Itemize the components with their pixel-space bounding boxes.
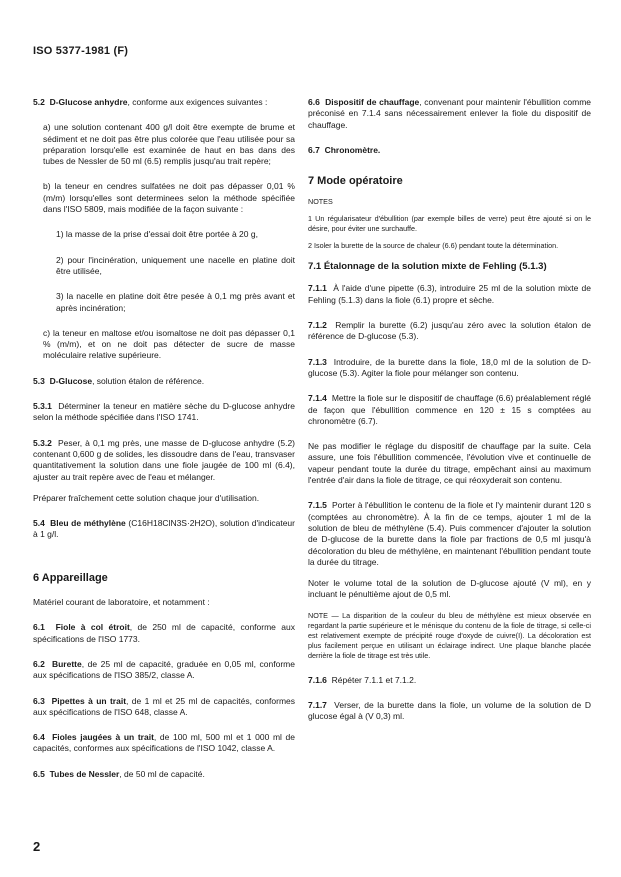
section-7-1-4: 7.1.4 Mettre la fiole sur le dispositif de chauffage (6.6) préalablement réglé de façon que l'ébullition commence en 120 ± 15 s comptées au chronomètre (6.7). [308,393,591,426]
left-column [33,97,295,780]
item-5-2-b-3: 3) la nacelle en platine doit être pesée à 0,1 mg près avant et après incinération; [56,291,295,313]
note-1: 1 Un régularisateur d'ébullition (par exemple billes de verre) peut être ajouté si on le désire, pour éviter une surchauffe. [308,214,591,234]
section-6-6: 6.6 Dispositif de chauffage, convenant pour maintenir l'ébullition comme préconisé en 7.1.4 sans nécessairement enlever la fiole du dispositif de chauffage. [308,97,592,130]
section-5-3-1: 5.3.1 Déterminer la teneur en matière sèche du D-glucose anhydre selon la méthode spécifiée dans l'ISO 1741. [33,401,295,423]
section-7-1-3: 7.1.3 Introduire, de la burette dans la fiole, 18,0 ml de la solution de D-glucose (5.3). Agiter la fiole pour mélanger son contenu. [308,356,591,378]
item-5-2-b-1: 1) la masse de la prise d'essai doit être portée à 20 g, [56,229,258,240]
section-5-3-2-note: Préparer fraîchement cette solution chaque jour d'utilisation. [33,492,260,503]
item-5-2-a: a) une solution contenant 400 g/l doit être exempte de brume et sédiment et ne doit pas être plus colorée que l'eau utilisée pour sa préparation lorsqu'elle est examinée de haut en bas dans des tubes de Nessler de 50 ml (6.5) remplis jusqu'au trait repère; [43,122,295,167]
item-5-2-b-2: 2) pour l'incinération, uniquement une nacelle en platine doit être utilisée, [56,254,295,276]
right-column [308,97,591,723]
section-7-heading: 7 Mode opératoire [308,175,403,188]
note-2: 2 Isoler la burette de la source de chaleur (6.6) pendant toute la détermination. [308,241,559,251]
item-5-2-b: b) la teneur en cendres sulfatées ne doit pas dépasser 0,01 % (m/m) lorsqu'elles sont determinees selon la méthode spécifiée dans l'ISO 5809, mais modifiée de la façon suivante : [43,181,295,215]
section-7-1-6: 7.1.6 Répéter 7.1.1 et 7.1.2. [308,674,417,685]
notes-label: NOTES [308,197,333,207]
section-6-4: 6.4 Fioles jaugées à un trait, de 100 ml, 500 ml et 1 000 ml de capacités, conformes aux spécifications de l'ISO 1042, classe A. [33,732,295,754]
section-6-1: 6.1 Fiole à col étroit, de 250 ml de capacité, conforme aux spécifications de l'ISO 1773. [33,622,295,644]
section-6-3: 6.3 Pipettes à un trait, de 1 ml et 25 ml de capacités, conformes aux spécifications de l'ISO 648, classe A. [33,695,296,717]
section-6-5: 6.5 Tubes de Nessler, de 50 ml de capacité. [33,768,205,779]
page-number: 2 [33,839,41,854]
section-5-4: 5.4 Bleu de méthylène (C16H18ClN3S·2H2O), solution d'indicateur à 1 g/l. [33,518,295,540]
section-6-heading: 6 Appareillage [33,571,108,584]
item-5-2-c: c) la teneur en maltose et/ou isomaltose ne doit pas dépasser 0,1 % (m/m), et on ne doit pas détecter de sucre de masse moléculaire relative supérieure. [43,327,295,361]
section-5-2: 5.2 D-Glucose anhydre, conforme aux exigences suivantes : [33,97,268,107]
section-7-1-7: 7.1.7 Verser, de la burette dans la fiole, un volume de la solution de D glucose égal à (V 0,3) ml. [308,700,591,722]
section-7-1-5: 7.1.5 Porter à l'ébullition le contenu de la fiole et l'y maintenir durant 120 s (comptées au chronomètre). À la fin de ce temps, ajouter 1 ml de la solution de bleu de méthylène (5.4). Puis commencer d'ajouter la solution de D-glucose de la burette dans la fiole par fractions de 0,5 ml jusqu'à décoloration du bleu de méthylène, en maintenant l'ébullition pendant toute la durée du titrage. [308,500,591,567]
section-7-1-2: 7.1.2 Remplir la burette (6.2) jusqu'au zéro avec la solution étalon de référence de D-glucose (5.3). [308,320,591,342]
section-7-1-1: 7.1.1 À l'aide d'une pipette (6.3), introduire 25 ml de la solution mixte de Fehling (5.1.3) dans la fiole (6.1) propre et sèche. [308,283,591,305]
document-header: ISO 5377-1981 (F) [33,45,129,57]
section-7-1-5-followup: Noter le volume total de la solution de D-glucose ajouté (V ml), en y incluant le pénultième ajout de 0,5 ml. [308,578,591,600]
section-7-1-heading: 7.1 Étalonnage de la solution mixte de Fehling (5.1.3) [308,261,547,273]
section-5-3-2: 5.3.2 Peser, à 0,1 mg près, une masse de D-glucose anhydre (5.2) contenant 0,600 g de solides, les dissoudre dans de l'eau, transvaser quantitativement la solution dans une fiole jaugée de 100 ml (6.4), ajuster au trait repère avec de l'eau et mélanger. [33,437,295,482]
section-5-3: 5.3 D-Glucose, solution étalon de référence. [33,375,205,386]
section-7-1-5-note: NOTE — La disparition de la couleur du bleu de méthylène est mieux observée en regardant la partie supérieure et le ménisque du contenu de la fiole de titrage, si celle-ci est relativement exempte de précipité rouge d'oxyde de cuivre(I). La décoloration est plus facilement perçue en utilisant un éclairage indirect. Une plaque blanche placée derrière la fiole de titrage est très utile. [308,610,591,660]
section-6-7: 6.7 Chronomètre. [308,144,381,155]
section-6-2: 6.2 Burette, de 25 ml de capacité, graduée en 0,05 ml, conforme aux spécifications de l'ISO 385/2, classe A. [33,658,295,681]
section-6-intro: Matériel courant de laboratoire, et notamment : [33,597,210,608]
section-7-1-4-followup: Ne pas modifier le réglage du dispositif de chauffage par la suite. Cela assure, une fois l'ébullition commencée, l'évolution vive et continuelle de vapeur pendant toute la durée du titrage, empêchant ainsi au maximum l'entrée d'air dans la fiole de titrage, ce qui réoxyderait son contenu. [308,441,591,486]
